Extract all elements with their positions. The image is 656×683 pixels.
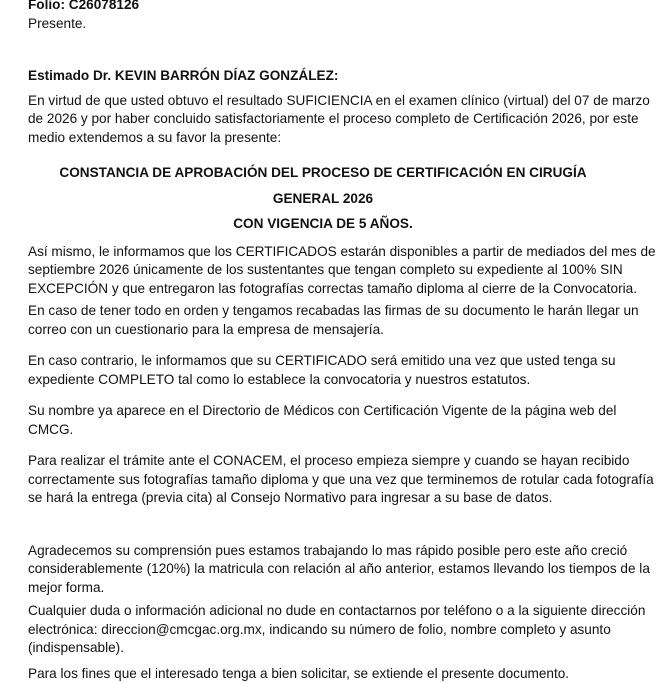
text-line: En caso de tener todo en orden y tengamos recabadas las firmas de su documento le harán llegar un: [28, 302, 618, 321]
text-line: electrónica: direccion@cmcgac.org.mx, indicando su número de folio, nombre completo y asunto: [28, 621, 618, 640]
greeting-presente: Presente.: [28, 15, 618, 34]
text-line: EXCEPCIÓN y que entregaron las fotografías correctas tamaño diploma al cierre de la Convocatoria.: [28, 280, 618, 299]
text-line: CMCG.: [28, 421, 618, 440]
text-line: considerablemente (120%) la matricula con relación al año anterior, estamos llevando los tiempos de la: [28, 560, 618, 579]
text-line: septiembre 2026 únicamente de los sustentantes que tengan completo su expediente al 100% SIN: [28, 261, 618, 280]
thanks-paragraph: [28, 542, 618, 598]
text-line: (indispensable).: [28, 639, 618, 658]
text-line: correo con un cuestionario para la empresa de mensajería.: [28, 321, 618, 340]
text-line: de 2026 y por haber concluido satisfactoriamente el proceso completo de Certificación 2026, por este: [28, 110, 618, 129]
certificates-availability-paragraph: [28, 243, 618, 299]
text-line: se hará la entrega (previa cita) al Consejo Normativo para ingresar a su base de datos.: [28, 489, 618, 508]
directory-paragraph: [28, 402, 618, 439]
text-line: Así mismo, le informamos que los CERTIFICADOS estarán disponibles a partir de mediados del mes de: [28, 243, 618, 262]
intro-paragraph: [28, 92, 618, 148]
letter-document: [28, 0, 618, 683]
text-line: Para los fines que el interesado tenga a bien solicitar, se extiende el presente documento.: [28, 665, 618, 683]
folio-number: Folio: C26078126: [28, 0, 618, 15]
certificate-title-line-1: CONSTANCIA DE APROBACIÓN DEL PROCESO DE CERTIFICACIÓN EN CIRUGÍA: [28, 164, 618, 183]
text-line: Cualquier duda o información adicional no dude en contactarnos por teléfono o a la siguiente dirección: [28, 602, 618, 621]
text-line: mejor forma.: [28, 579, 618, 598]
text-line: medio extendemos a su favor la presente:: [28, 129, 618, 148]
certificate-validity: CON VIGENCIA DE 5 AÑOS.: [28, 215, 618, 234]
otherwise-paragraph: [28, 352, 618, 389]
closing-paragraph: [28, 665, 618, 683]
in-order-paragraph: [28, 302, 618, 339]
salutation: Estimado Dr. KEVIN BARRÓN DÍAZ GONZÁLEZ:: [28, 67, 618, 86]
conacem-procedure-paragraph: [28, 452, 618, 508]
contact-paragraph: [28, 602, 618, 658]
text-line: En virtud de que usted obtuvo el resultado SUFICIENCIA en el examen clínico (virtual) del 07 de marzo: [28, 92, 618, 111]
text-line: correctamente sus fotografías tamaño diploma y que una vez que terminemos de rotular cada fotografía: [28, 471, 618, 490]
text-line: Para realizar el trámite ante el CONACEM, el proceso empieza siempre y cuando se hayan recibido: [28, 452, 618, 471]
text-line: expediente COMPLETO tal como lo establece la convocatoria y nuestros estatutos.: [28, 371, 618, 390]
certificate-title-line-2: GENERAL 2026: [28, 190, 618, 209]
text-line: Su nombre ya aparece en el Directorio de Médicos con Certificación Vigente de la página web del: [28, 402, 618, 421]
text-line: En caso contrario, le informamos que su CERTIFICADO será emitido una vez que usted tenga su: [28, 352, 618, 371]
text-line: Agradecemos su comprensión pues estamos trabajando lo mas rápido posible pero este año creció: [28, 542, 618, 561]
